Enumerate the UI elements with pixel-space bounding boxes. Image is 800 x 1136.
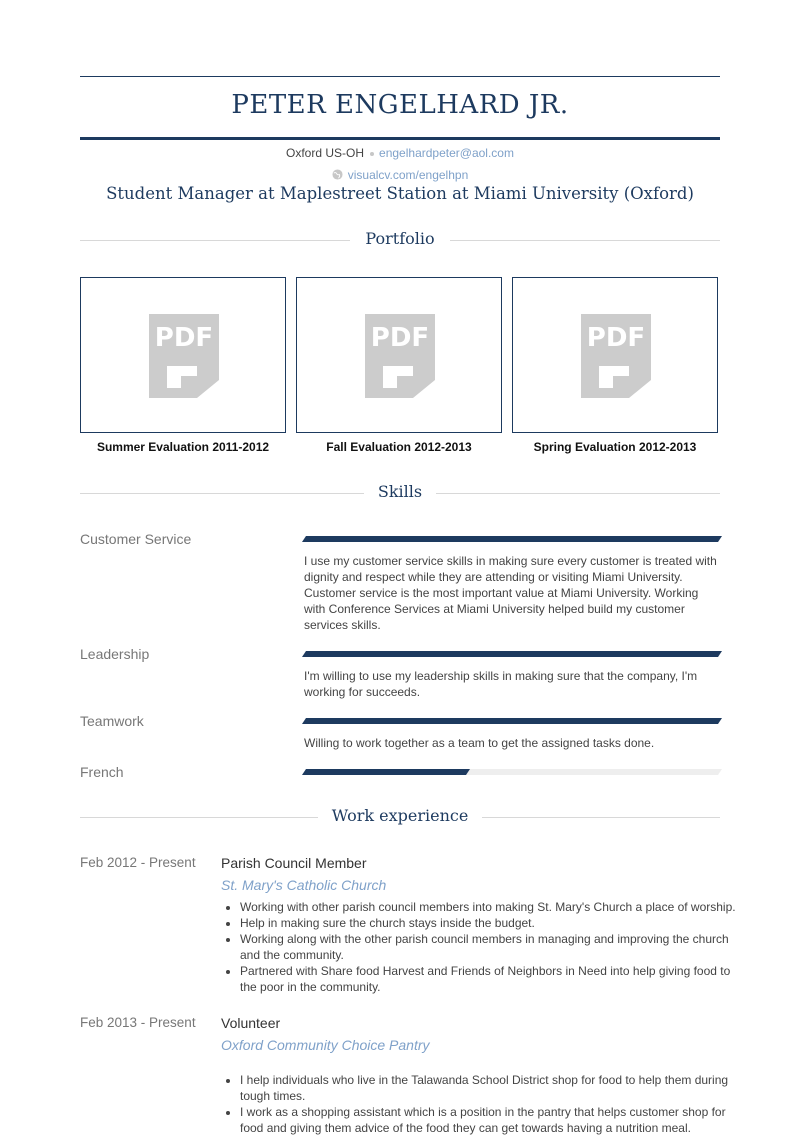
- job-dates: Feb 2013 - Present: [80, 1015, 196, 1030]
- globe-icon: [332, 169, 343, 180]
- portfolio-caption-1[interactable]: Summer Evaluation 2011-2012: [96, 440, 270, 454]
- job-bullet-list: [221, 1072, 740, 1136]
- work-section-header: [80, 806, 720, 828]
- skill-level-bar: [302, 718, 722, 724]
- header-name-rule: [80, 137, 720, 140]
- list-item: • I work as a shopping assistant which is a position in the pantry that helps customer shop for food and giving them advice of the food they can get towards having a nutrition meal.: [240, 1104, 740, 1136]
- skill-name: Leadership: [80, 646, 150, 662]
- skill-level-bar: [302, 769, 722, 775]
- work-title: Work experience: [318, 806, 483, 825]
- list-item: • Help in making sure the church stays inside the budget.: [240, 915, 740, 931]
- list-item: • Working along with the other parish council members in managing and improving the church and the community.: [240, 931, 740, 963]
- list-item: • Working with other parish council members into making St. Mary's Church a place of worship.: [240, 899, 740, 915]
- svg-text:PDF: PDF: [586, 323, 646, 353]
- pdf-file-icon: [361, 310, 439, 402]
- skill-level-bar: [302, 651, 722, 657]
- svg-text:PDF: PDF: [370, 323, 430, 353]
- location-text: Oxford US-OH: [286, 146, 365, 160]
- candidate-name: PETER ENGELHARD JR.: [231, 90, 569, 120]
- job-dates: Feb 2012 - Present: [80, 855, 196, 870]
- portfolio-section-header: [80, 229, 720, 251]
- header-top-rule: [80, 76, 720, 77]
- job-organization: St. Mary's Catholic Church: [221, 877, 387, 893]
- skill-description: Willing to work together as a team to get the assigned tasks done.: [304, 736, 655, 750]
- skills-title: Skills: [364, 482, 436, 501]
- skill-name: French: [80, 764, 124, 780]
- skill-description: I'm willing to use my leadership skills in making sure that the company, I'm working for succeeds.: [304, 669, 698, 699]
- pdf-file-icon: [145, 310, 223, 402]
- contact-line-2: [80, 168, 720, 182]
- separator-dot-icon: [370, 152, 374, 156]
- skills-section-header: [80, 482, 720, 504]
- skill-description: I use my customer service skills in making sure every customer is treated with dignity and respect while they are attending or visiting Miami University. Customer service is the most important value at Miami University. Working with Conference Services at Miami University helped build my customer services skills.: [304, 554, 717, 632]
- portfolio-caption-3[interactable]: Spring Evaluation 2012-2013: [533, 440, 697, 454]
- contact-line-1: [80, 146, 720, 160]
- list-item: • Partnered with Share food Harvest and Friends of Neighbors in Need into help giving food to the poor in the community.: [240, 963, 740, 995]
- portfolio-item-3[interactable]: [512, 277, 718, 433]
- skill-name: Teamwork: [80, 713, 144, 729]
- pdf-file-icon: [577, 310, 655, 402]
- skill-name: Customer Service: [80, 531, 192, 547]
- svg-text:PDF: PDF: [154, 323, 214, 353]
- portfolio-caption-2[interactable]: Fall Evaluation 2012-2013: [326, 440, 472, 454]
- portfolio-item-1[interactable]: [80, 277, 286, 433]
- website-link[interactable]: visualcv.com/engelhpn: [347, 168, 469, 182]
- job-title: Volunteer: [221, 1015, 281, 1031]
- headline: Student Manager at Maplestreet Station at Miami University (Oxford): [106, 184, 694, 203]
- portfolio-title: Portfolio: [351, 229, 448, 248]
- job-bullet-list: [221, 899, 740, 995]
- skill-level-bar: [302, 536, 722, 542]
- job-title: Parish Council Member: [221, 855, 367, 871]
- portfolio-item-2[interactable]: [296, 277, 502, 433]
- list-item: • I help individuals who live in the Talawanda School District shop for food to help them during tough times.: [240, 1072, 740, 1104]
- email-link[interactable]: engelhardpeter@aol.com: [379, 146, 514, 160]
- job-organization: Oxford Community Choice Pantry: [221, 1037, 430, 1053]
